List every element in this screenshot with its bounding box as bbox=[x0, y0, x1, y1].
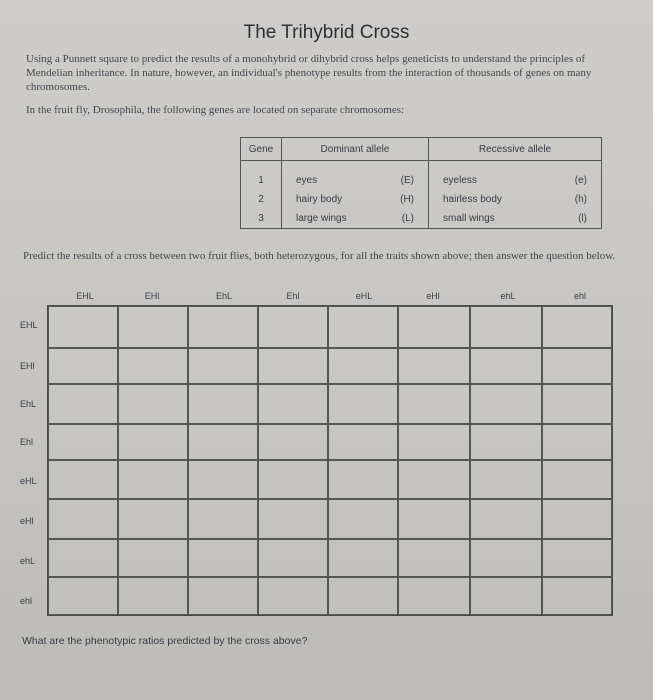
column-gamete-label: eHL bbox=[355, 291, 373, 301]
punnett-cell[interactable] bbox=[542, 499, 612, 539]
dominant-cell bbox=[282, 190, 429, 209]
punnett-cell[interactable] bbox=[398, 539, 470, 577]
punnett-cell[interactable] bbox=[258, 348, 328, 384]
punnett-cell[interactable] bbox=[48, 306, 118, 348]
column-gamete-label: Ehl bbox=[286, 291, 300, 301]
page-title: The Trihybrid Cross bbox=[243, 22, 410, 43]
punnett-cell[interactable] bbox=[188, 384, 258, 424]
punnett-cell[interactable] bbox=[542, 424, 612, 460]
punnett-cell[interactable] bbox=[118, 348, 188, 384]
dominant-cell bbox=[282, 161, 429, 191]
punnett-cell[interactable] bbox=[258, 499, 328, 539]
gene-row bbox=[241, 209, 602, 229]
punnett-cell[interactable] bbox=[118, 306, 188, 348]
punnett-cell[interactable] bbox=[188, 499, 258, 539]
column-gamete-label: EhL bbox=[215, 291, 232, 301]
punnett-cell[interactable] bbox=[328, 348, 398, 384]
punnett-cell[interactable] bbox=[542, 460, 612, 499]
gene-number: 2 bbox=[241, 190, 282, 209]
row-gamete-label: ehl bbox=[20, 596, 33, 606]
dominant-name: hairy body bbox=[296, 194, 343, 205]
row-gamete-label: EhL bbox=[20, 399, 37, 409]
punnett-cell[interactable] bbox=[258, 577, 328, 615]
punnett-cell[interactable] bbox=[328, 539, 398, 577]
punnett-cell[interactable] bbox=[470, 460, 542, 499]
punnett-cell[interactable] bbox=[48, 577, 118, 615]
punnett-cell[interactable] bbox=[258, 539, 328, 577]
dominant-name: large wings bbox=[296, 213, 347, 224]
punnett-cell[interactable] bbox=[48, 384, 118, 424]
punnett-cell[interactable] bbox=[398, 577, 470, 615]
punnett-cell[interactable] bbox=[542, 306, 612, 348]
punnett-cell[interactable] bbox=[258, 384, 328, 424]
gene-row bbox=[241, 161, 602, 191]
column-gamete-label: EHl bbox=[144, 291, 160, 301]
gene-number: 1 bbox=[241, 161, 282, 191]
row-gamete-label: Ehl bbox=[20, 437, 34, 447]
punnett-cell[interactable] bbox=[328, 306, 398, 348]
punnett-cell[interactable] bbox=[470, 577, 542, 615]
recessive-name: eyeless bbox=[443, 175, 477, 186]
phenotypic-ratio-question: What are the phenotypic ratios predicted by the cross above? bbox=[22, 635, 308, 647]
punnett-cell[interactable] bbox=[542, 577, 612, 615]
gene-number: 3 bbox=[241, 209, 282, 229]
punnett-cell[interactable] bbox=[118, 384, 188, 424]
dominant-header: Dominant allele bbox=[282, 138, 429, 161]
column-gamete-label: EHL bbox=[76, 291, 94, 301]
recessive-symbol: (e) bbox=[574, 175, 587, 186]
punnett-cell[interactable] bbox=[118, 539, 188, 577]
punnett-cell[interactable] bbox=[542, 384, 612, 424]
recessive-symbol: (h) bbox=[574, 194, 587, 205]
punnett-cell[interactable] bbox=[48, 460, 118, 499]
gene-header: Gene bbox=[241, 138, 282, 161]
recessive-cell bbox=[429, 209, 602, 229]
row-gamete-label: EHl bbox=[20, 361, 35, 371]
punnett-cell[interactable] bbox=[398, 499, 470, 539]
punnett-cell[interactable] bbox=[398, 460, 470, 499]
recessive-header: Recessive allele bbox=[429, 138, 602, 161]
punnett-cell[interactable] bbox=[328, 499, 398, 539]
column-gamete-label: ehl bbox=[573, 291, 586, 301]
punnett-cell[interactable] bbox=[48, 499, 118, 539]
punnett-cell[interactable] bbox=[48, 539, 118, 577]
dominant-name: eyes bbox=[296, 175, 318, 186]
punnett-cell[interactable] bbox=[398, 348, 470, 384]
punnett-cell[interactable] bbox=[470, 499, 542, 539]
intro-paragraph: Using a Punnett square to predict the results of a monohybrid or dihybrid cross helps geneticists to understand the principles of Mendelian inheritance. In nature, however, an individual's phenotype results from the interaction of thousands of genes on many chromosomes. bbox=[26, 53, 592, 93]
punnett-cell[interactable] bbox=[470, 539, 542, 577]
punnett-cell[interactable] bbox=[328, 424, 398, 460]
row-gamete-label: eHL bbox=[20, 476, 37, 486]
gene-table bbox=[240, 137, 602, 229]
punnett-cell[interactable] bbox=[542, 539, 612, 577]
row-gamete-label: ehL bbox=[20, 556, 36, 566]
recessive-symbol: (l) bbox=[578, 213, 587, 224]
predict-instructions: Predict the results of a cross between two fruit flies, both heterozygous, for all the traits shown above; then answer the question below. bbox=[23, 250, 616, 262]
punnett-cell[interactable] bbox=[118, 460, 188, 499]
punnett-cell[interactable] bbox=[470, 384, 542, 424]
row-gamete-label: EHL bbox=[20, 320, 38, 330]
punnett-cell[interactable] bbox=[398, 424, 470, 460]
dominant-symbol: (H) bbox=[400, 194, 414, 205]
punnett-cell[interactable] bbox=[328, 460, 398, 499]
dominant-symbol: (E) bbox=[400, 175, 414, 186]
recessive-name: small wings bbox=[443, 213, 495, 224]
column-gamete-label: ehL bbox=[500, 291, 516, 301]
punnett-cell[interactable] bbox=[188, 348, 258, 384]
punnett-cell[interactable] bbox=[470, 306, 542, 348]
punnett-cell[interactable] bbox=[470, 348, 542, 384]
punnett-cell[interactable] bbox=[118, 577, 188, 615]
punnett-cell[interactable] bbox=[48, 424, 118, 460]
punnett-cell[interactable] bbox=[542, 348, 612, 384]
punnett-cell[interactable] bbox=[118, 499, 188, 539]
punnett-cell[interactable] bbox=[258, 460, 328, 499]
punnett-cell[interactable] bbox=[470, 424, 542, 460]
punnett-square-grid bbox=[47, 305, 613, 616]
dominant-cell bbox=[282, 209, 429, 229]
recessive-cell bbox=[429, 161, 602, 191]
punnett-cell[interactable] bbox=[398, 306, 470, 348]
punnett-cell[interactable] bbox=[258, 424, 328, 460]
recessive-name: hairless body bbox=[443, 194, 502, 205]
punnett-cell[interactable] bbox=[188, 306, 258, 348]
punnett-cell[interactable] bbox=[188, 577, 258, 615]
punnett-cell[interactable] bbox=[258, 306, 328, 348]
punnett-cell[interactable] bbox=[398, 384, 470, 424]
column-gamete-label: eHl bbox=[426, 291, 440, 301]
punnett-cell[interactable] bbox=[328, 577, 398, 615]
gene-row bbox=[241, 190, 602, 209]
punnett-cell[interactable] bbox=[188, 539, 258, 577]
drosophila-sentence: In the fruit fly, Drosophila, the following genes are located on separate chromosomes: bbox=[26, 104, 405, 116]
punnett-cell[interactable] bbox=[328, 384, 398, 424]
punnett-cell[interactable] bbox=[118, 424, 188, 460]
row-gamete-label: eHl bbox=[20, 516, 34, 526]
recessive-cell bbox=[429, 190, 602, 209]
dominant-symbol: (L) bbox=[401, 213, 414, 224]
punnett-cell[interactable] bbox=[48, 348, 118, 384]
punnett-cell[interactable] bbox=[188, 424, 258, 460]
punnett-cell[interactable] bbox=[188, 460, 258, 499]
